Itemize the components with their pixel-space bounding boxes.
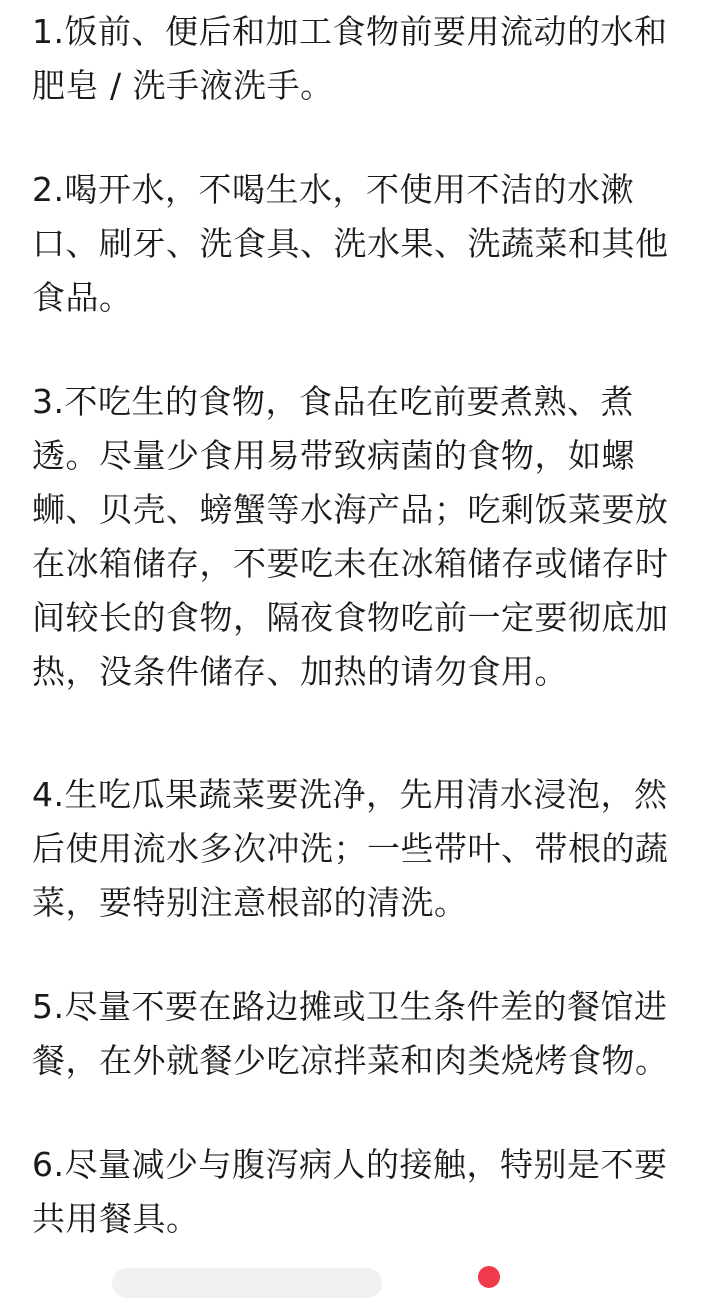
tip-paragraph-1: 1.饭前、便后和加工食物前要用流动的水和肥皂 / 洗手液洗手。 [32,12,668,105]
tip-paragraph-2: 2.喝开水，不喝生水，不使用不洁的水漱口、刷牙、洗食具、洗水果、洗蔬菜和其他食品。 [32,170,669,317]
tip-paragraph-4: 4.生吃瓜果蔬菜要洗净，先用清水浸泡，然后使用流水多次冲洗；一些带叶、带根的蔬菜，要特别注意根部的清洗。 [32,775,669,922]
bottom-action-bar [0,1262,719,1280]
tip-paragraph-3: 3.不吃生的食物，食品在吃前要煮熟、煮透。尽量少食用易带致病菌的食物，如螺蛳、贝壳、螃蟹等水海产品；吃剩饭菜要放在冰箱储存，不要吃未在冰箱储存或储存时间较长的食物，隔夜食物吃前一定要彻底加热，没条件储存、加热的请勿食用。 [32,382,669,691]
tip-paragraph-5: 5.尽量不要在路边摊或卫生条件差的餐馆进餐，在外就餐少吃凉拌菜和肉类烧烤食物。 [32,987,669,1080]
notification-badge-icon [478,1266,500,1288]
tip-paragraph-6: 6.尽量减少与腹泻病人的接触，特别是不要共用餐具。 [32,1145,668,1238]
comment-input-pill[interactable] [112,1268,382,1298]
